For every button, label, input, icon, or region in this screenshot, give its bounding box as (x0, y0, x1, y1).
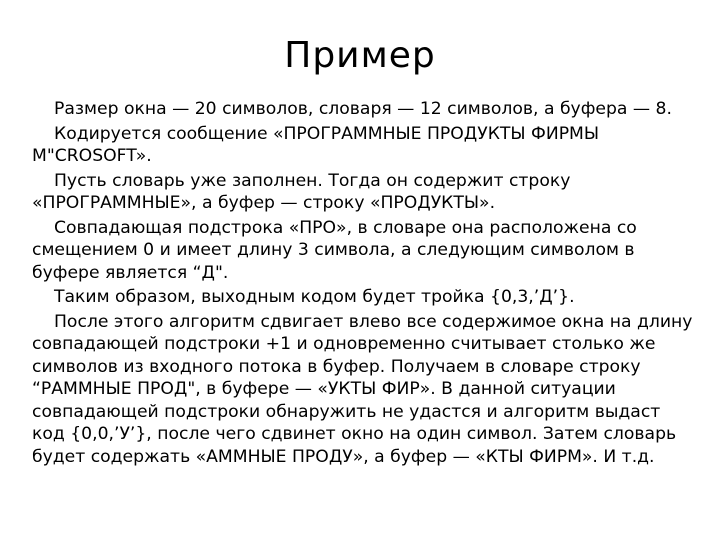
slide-body (32, 98, 694, 468)
slide-title: Пример (284, 35, 436, 76)
paragraph-output-code: Таким образом, выходным кодом будет тройка {0,3,’Д’}. (54, 287, 575, 307)
paragraph-window-sizes: Размер окна — 20 символов, словаря — 12 символов, а буфера — 8. (54, 99, 672, 119)
paragraph-encoded-message: Кодируется сообщение «ПРОГРАММНЫЕ ПРОДУКТЫ ФИРМЫ M"CROSOFT». (32, 123, 600, 166)
paragraph-window-shift: После этого алгоритм сдвигает влево все содержимое окна на длину совпадающей подстроки +1 и одновременно считывает столько же символов из входного потока в буфер. Получаем в словаре строку “РАММНЫЕ ПРОД", в буфере — «УКТЫ ФИР». В данной ситуации совпадающей подстроки обнаружить не удастся и алгоритм выдаст код {0,0,’У’}, после чего сдвинет окно на один символ. Затем словарь будет содержать «АММНЫЕ ПРОДУ», а буфер — «КТЫ ФИРМ». И т.д. (32, 311, 693, 467)
paragraph-dictionary-filled: Пусть словарь уже заполнен. Тогда он содержит строку «ПРОГРАММНЫЕ», а буфер — строку «ПРОДУКТЫ». (32, 170, 571, 213)
paragraph-matching-substring: Совпадающая подстрока «ПРО», в словаре она расположена со смещением 0 и имеет длину 3 символа, а следующим символом в буфере является “Д". (32, 217, 637, 283)
